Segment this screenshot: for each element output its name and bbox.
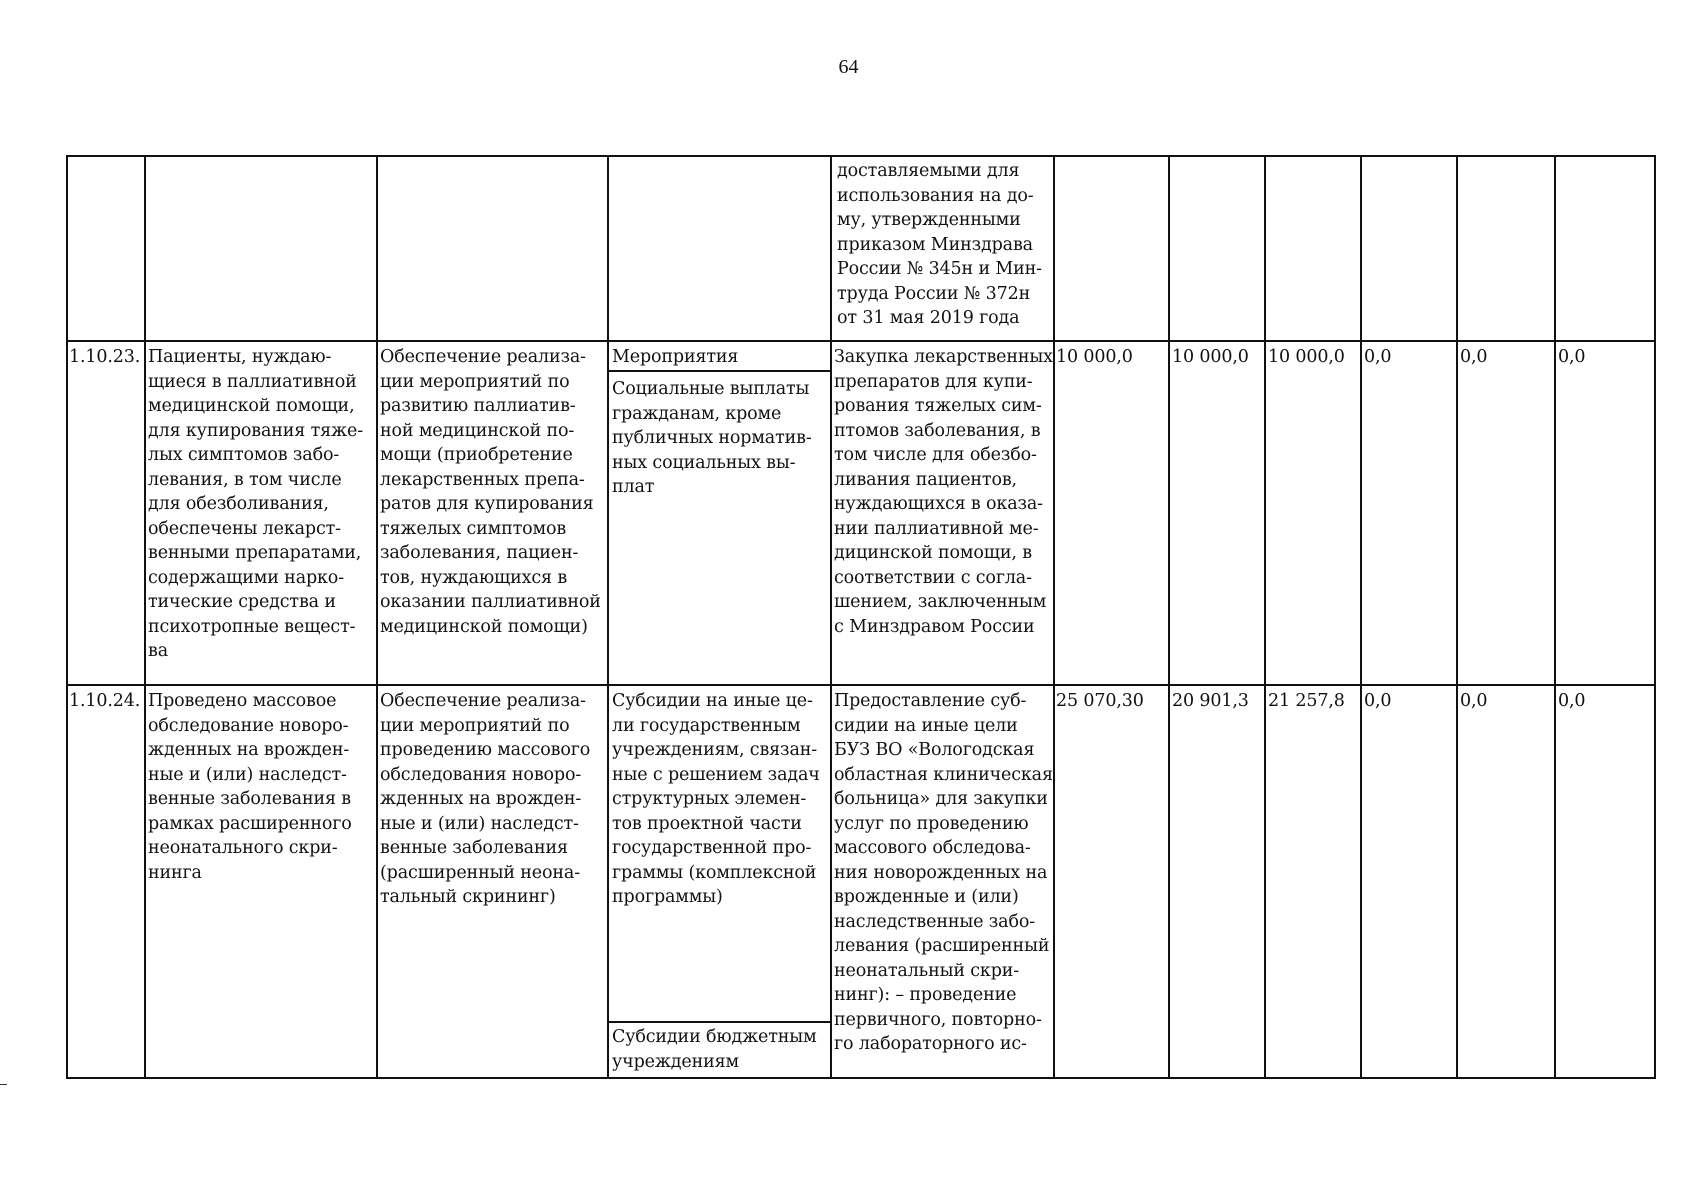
text-line: государственной про- — [612, 838, 812, 858]
text-line: левания (расширенный — [834, 936, 1050, 956]
subcell-divider — [607, 1021, 832, 1023]
text-line: учреждениям — [612, 1051, 739, 1072]
text-line: том числе для обезбо- — [834, 445, 1037, 465]
text-line: Обеспечение реализа- — [380, 691, 586, 711]
text-line: наследственные забо- — [834, 911, 1035, 932]
column-divider — [1264, 155, 1266, 1079]
subcell-divider — [607, 370, 832, 372]
text-line: публичных норматив- — [612, 428, 812, 448]
table-border-top — [66, 155, 1656, 157]
column-divider — [1456, 155, 1458, 1079]
amount-cell: 21 257,8 — [1268, 691, 1345, 711]
text-line: лекарственных препа- — [380, 469, 585, 490]
text-line: сидии на иные цели — [834, 715, 1018, 736]
scan-margin-mark — [0, 1084, 7, 1085]
column-divider — [1554, 155, 1556, 1079]
amount-cell: 0,0 — [1558, 347, 1586, 367]
expense-type-cell — [612, 345, 738, 370]
column-divider — [376, 155, 378, 1079]
text-line: развитию паллиатив- — [380, 396, 576, 416]
column-divider — [1053, 155, 1055, 1079]
text-line: ной медицинской по- — [380, 420, 575, 441]
text-line: больница» для закупки — [834, 789, 1048, 809]
text-line: ния новорожденных на — [834, 862, 1048, 883]
text-line: врожденные и (или) — [834, 887, 1019, 907]
amount-cell: 0,0 — [1364, 691, 1392, 711]
text-line: неонатального скри- — [148, 838, 338, 858]
text-line: плат — [612, 477, 655, 497]
text-line: тяжелых симптомов — [380, 518, 567, 539]
text-line: тов проектной части — [612, 813, 802, 834]
text-line: ных социальных вы- — [612, 452, 796, 473]
amount-cell: 10 000,0 — [1056, 347, 1133, 367]
column-divider — [1168, 155, 1170, 1079]
text-line: обеспечены лекарст- — [148, 518, 341, 539]
basis-cell — [834, 345, 1053, 639]
text-line: птомов заболевания, в — [834, 420, 1041, 441]
measure-cell — [380, 689, 590, 910]
text-line: шением, заключенным — [834, 592, 1047, 612]
text-line: нии паллиативной ме- — [834, 518, 1039, 539]
text-line: психотропные вещест- — [148, 616, 356, 637]
text-line: мощи (приобретение — [380, 445, 573, 465]
text-line: Обеспечение реализа- — [380, 347, 586, 367]
text-line: дицинской помощи, в — [834, 543, 1032, 563]
text-line: нуждающихся в оказа- — [834, 494, 1043, 514]
text-line: нинг): – проведение — [834, 985, 1017, 1005]
expense-type-cell — [612, 377, 812, 500]
text-line: граммы (комплексной — [612, 862, 817, 883]
text-line: ные и (или) наследст- — [380, 813, 579, 834]
text-line: ва — [148, 641, 168, 661]
result-cell — [148, 689, 352, 885]
text-line: для обезболивания, — [148, 494, 329, 514]
text-line: го лабораторного ис- — [834, 1034, 1027, 1054]
text-line: венными препаратами, — [148, 543, 362, 563]
text-line: услуг по проведению — [834, 813, 1029, 834]
text-line: Пациенты, нуждаю- — [148, 347, 332, 367]
text-line: тов, нуждающихся в — [380, 567, 568, 588]
text-line: Субсидии на иные це- — [612, 691, 813, 711]
text-line: структурных элемен- — [612, 789, 807, 809]
text-line: ные с решением задач — [612, 764, 820, 785]
text-line: (расширенный неона- — [380, 862, 580, 883]
text-line: жденных на врожден- — [380, 789, 582, 809]
text-line: Предоставление суб- — [834, 691, 1027, 711]
result-cell — [148, 345, 363, 664]
text-line: оказании паллиативной — [380, 592, 601, 612]
amount-cell: 25 070,30 — [1056, 691, 1144, 711]
text-line: ции мероприятий по — [380, 371, 570, 392]
text-line: венные заболевания в — [148, 789, 351, 809]
text-line: Проведено массовое — [148, 691, 337, 711]
basis-cell — [834, 689, 1053, 1057]
text-line: неонатальный скри- — [834, 960, 1020, 981]
amount-cell: 10 000,0 — [1268, 347, 1345, 367]
amount-cell: 20 901,3 — [1172, 691, 1249, 711]
text-line: Мероприятия — [612, 347, 739, 367]
column-divider — [1360, 155, 1362, 1079]
amount-cell: 0,0 — [1364, 347, 1392, 367]
text-line: массового обследова- — [834, 838, 1031, 858]
column-divider — [144, 155, 146, 1079]
text-line: доставляемыми для — [837, 161, 1020, 181]
text-line: препаратов для купи- — [834, 371, 1033, 392]
text-line: ливания пациентов, — [834, 469, 1017, 490]
text-line: областная клиническая — [834, 764, 1053, 785]
text-line: труда России № 372н — [837, 283, 1031, 304]
text-line: от 31 мая 2019 года — [837, 308, 1020, 328]
text-line: ли государственным — [612, 715, 801, 736]
amount-cell: 0,0 — [1460, 347, 1488, 367]
text-line: гражданам, кроме — [612, 403, 782, 424]
text-line: лых симптомов забо- — [148, 445, 340, 465]
row-number-cell: 1.10.24. — [69, 691, 141, 711]
text-line: венные заболевания — [380, 838, 568, 858]
text-line: с Минздравом России — [834, 616, 1035, 637]
row-number-cell: 1.10.23. — [69, 347, 141, 367]
text-line: щиеся в паллиативной — [148, 371, 357, 392]
text-line: ции мероприятий по — [380, 715, 570, 736]
text-line: БУЗ ВО «Вологодская — [834, 740, 1035, 760]
text-line: нинга — [148, 862, 202, 883]
text-line: России № 345н и Мин- — [837, 259, 1042, 279]
text-line: Закупка лекарственных — [834, 347, 1053, 367]
text-line: жденных на врожден- — [148, 740, 350, 760]
text-line: обследования новоро- — [380, 764, 582, 785]
text-line: медицинской помощи, — [148, 396, 355, 416]
text-line: заболевания, пациен- — [380, 543, 579, 563]
table-border-left — [66, 155, 68, 1079]
column-divider — [607, 155, 609, 1079]
text-line: Субсидии бюджетным — [612, 1027, 817, 1047]
text-line: му, утвержденными — [837, 210, 1021, 230]
text-line: тальный скрининг) — [380, 887, 556, 907]
table-border-right — [1654, 155, 1656, 1079]
budget-table — [66, 155, 1656, 1079]
text-line: для купирования тяже- — [148, 420, 363, 441]
amount-cell: 0,0 — [1460, 691, 1488, 711]
text-line: ные и (или) наследст- — [148, 764, 347, 785]
amount-cell: 10 000,0 — [1172, 347, 1249, 367]
text-line: левания, в том числе — [148, 469, 342, 490]
text-line: программы) — [612, 887, 723, 907]
text-line: рования тяжелых сим- — [834, 396, 1042, 416]
text-line: содержащими нарко- — [148, 567, 344, 588]
table-border-bottom — [66, 1077, 1656, 1079]
text-line: Социальные выплаты — [612, 379, 810, 399]
continuation-basis-cell — [837, 159, 1042, 331]
page-number: 64 — [838, 56, 859, 78]
row-divider — [66, 340, 1656, 342]
text-line: обследование новоро- — [148, 715, 349, 736]
text-line: проведению массового — [380, 740, 591, 760]
column-divider — [830, 155, 832, 1079]
text-line: первичного, повторно- — [834, 1009, 1042, 1030]
amount-cell: 0,0 — [1558, 691, 1586, 711]
expense-type-cell — [612, 1025, 817, 1074]
text-line: учреждениям, связан- — [612, 740, 818, 760]
expense-type-cell — [612, 689, 820, 910]
text-line: рамках расширенного — [148, 813, 352, 834]
text-line: соответствии с согла- — [834, 567, 1032, 588]
text-line: использования на до- — [837, 185, 1034, 206]
measure-cell — [380, 345, 601, 639]
text-line: ратов для купирования — [380, 494, 594, 514]
text-line: приказом Минздрава — [837, 234, 1033, 255]
text-line: медицинской помощи) — [380, 616, 588, 637]
text-line: тические средства и — [148, 592, 336, 612]
row-divider — [66, 684, 1656, 686]
